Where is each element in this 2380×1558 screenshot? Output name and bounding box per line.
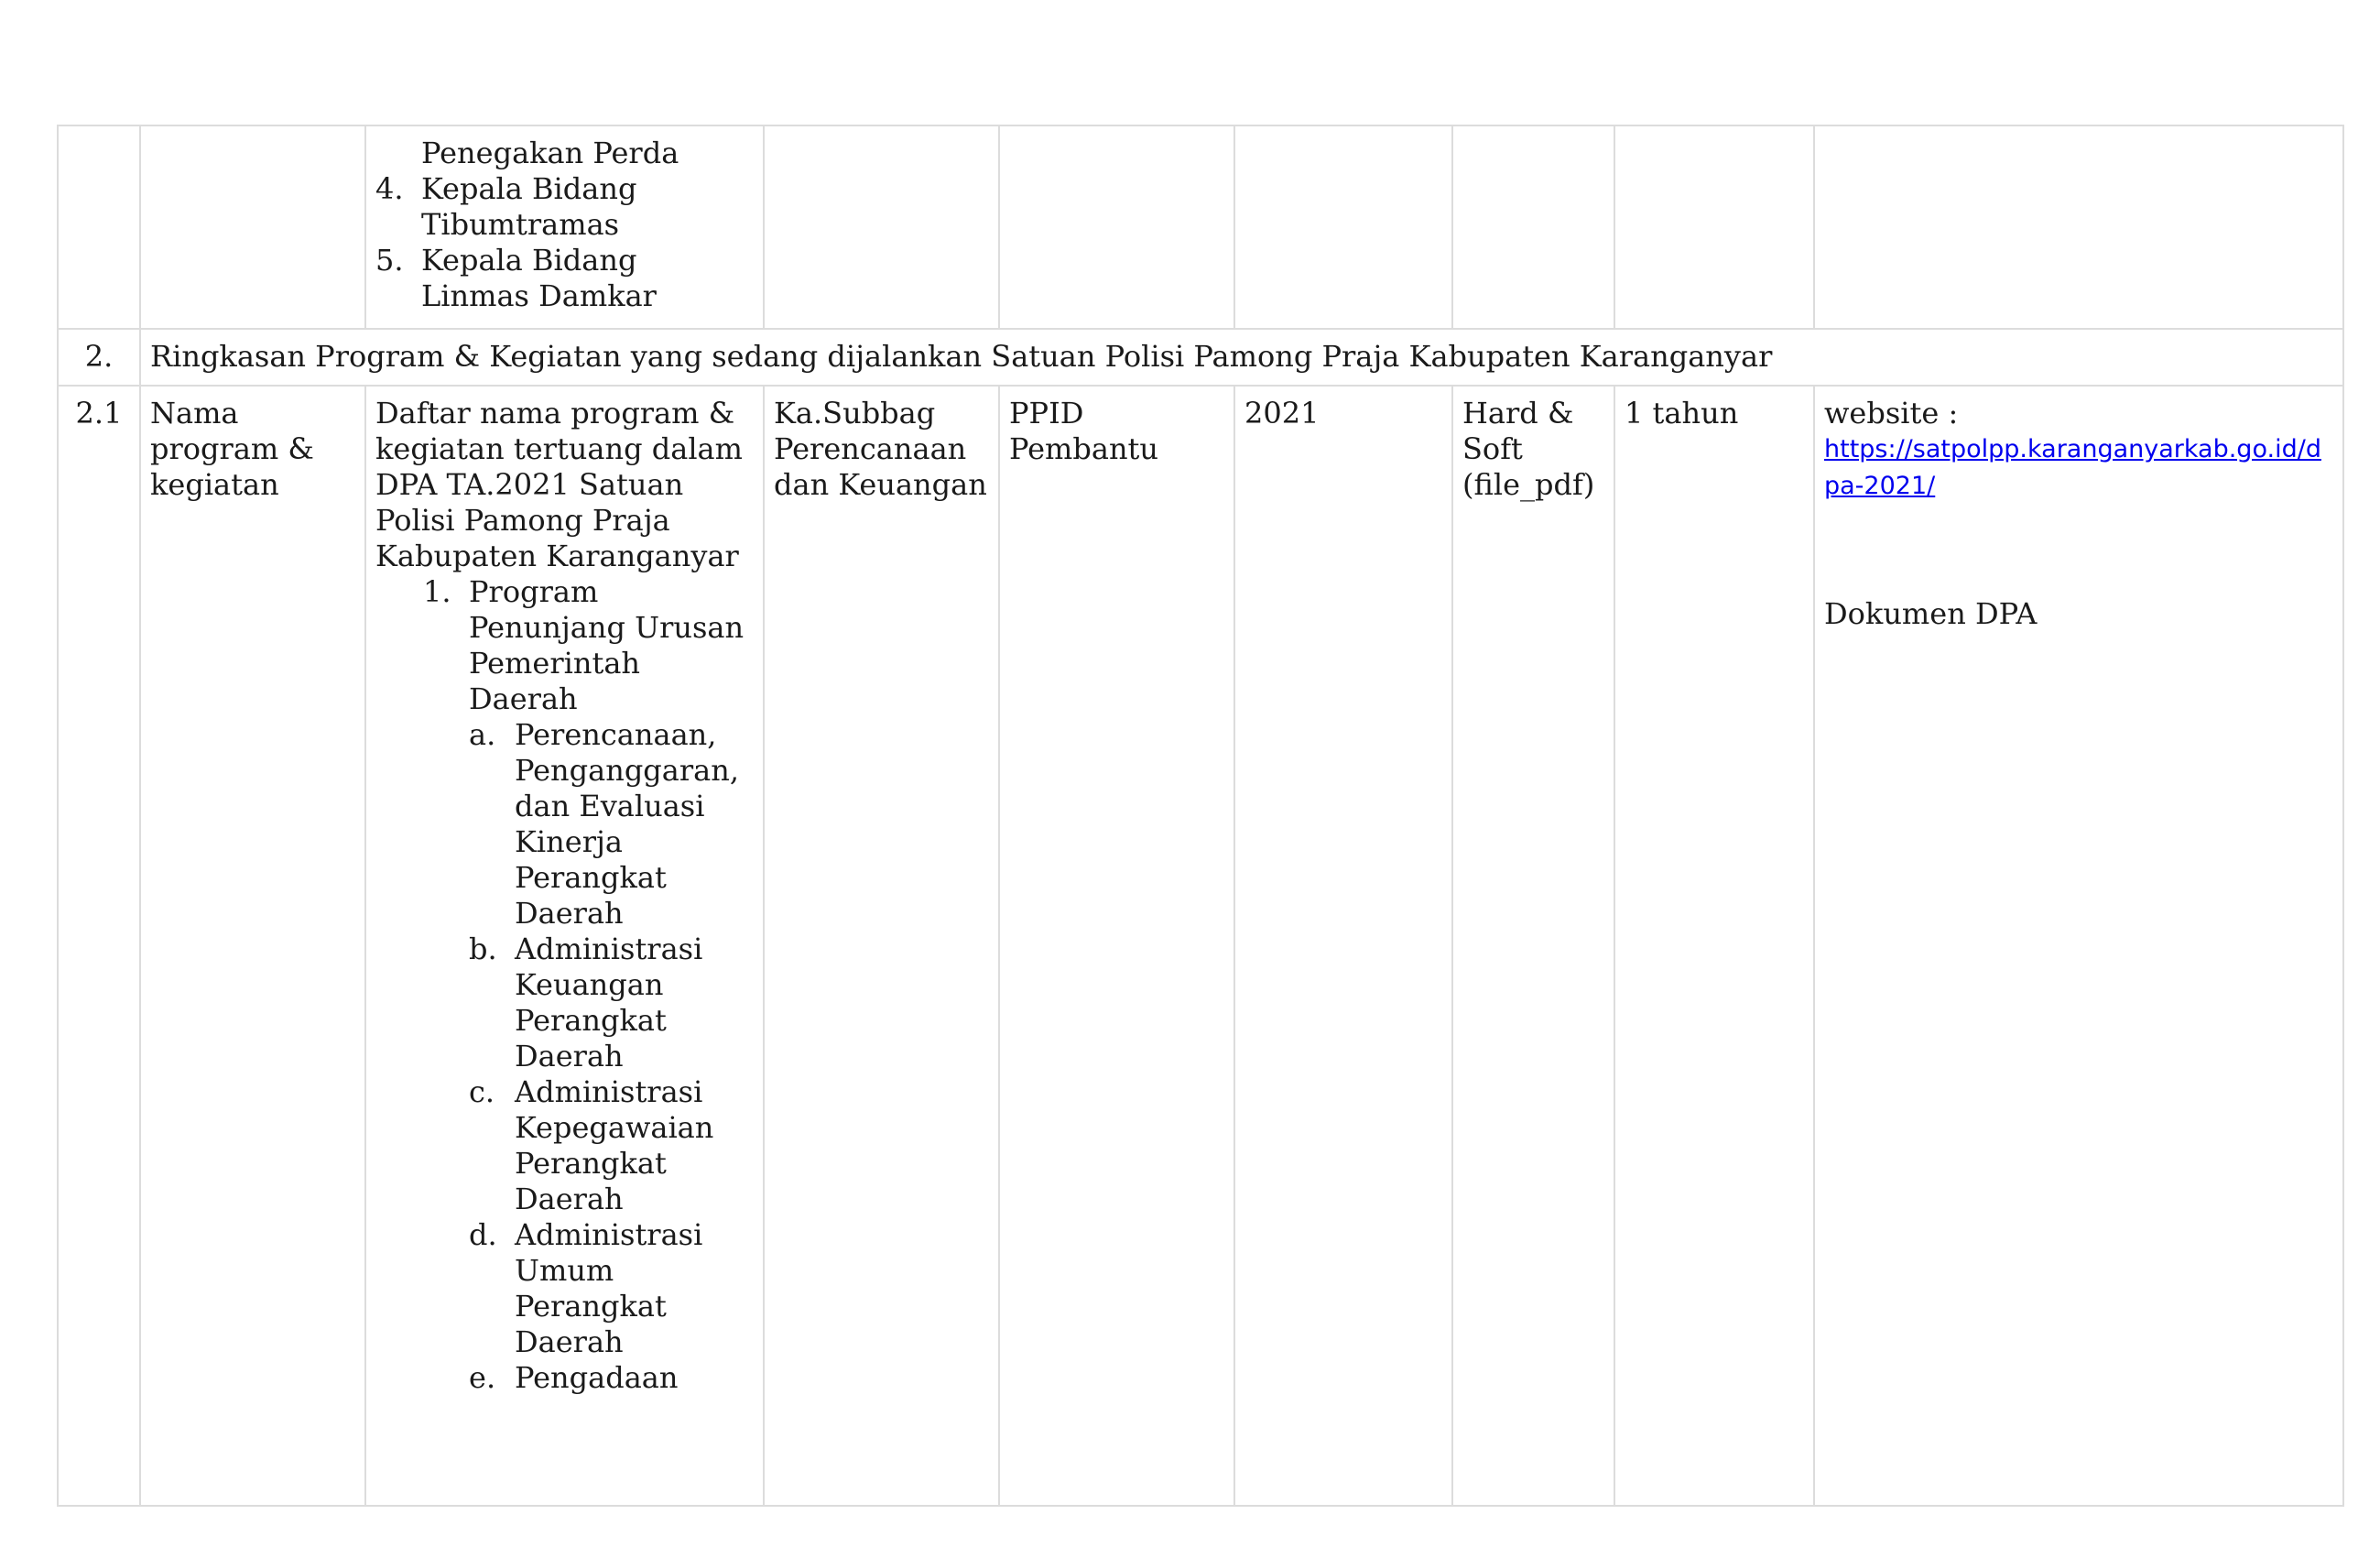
- retention-cell: 1 tahun: [1614, 386, 1814, 1506]
- cell-link: [1814, 125, 2343, 329]
- program-item: 1. Program Penunjang Urusan Pemerintah Daerah a. Perencanaan, Penganggaran, dan Evaluasi Kinerja Perangkat Daerah b. Administrasi Keuangan Perangkat Daerah c. Administrasi Kepegawaian Perangkat Daerah d. Administrasi Umum Perangkat Daerah e. Pengadaan: [423, 574, 754, 1396]
- info-type: Nama program & kegiatan: [140, 386, 365, 1506]
- format-cell: Hard & Soft (file_pdf): [1452, 386, 1614, 1506]
- table-row-2-1: [58, 386, 2343, 1506]
- cell-year: [1234, 125, 1452, 329]
- cell-summary: [365, 125, 764, 329]
- activity-list: [469, 717, 754, 1396]
- activity-item: d. Administrasi Umum Perangkat Daerah: [469, 1217, 703, 1359]
- row-number: 2.1: [58, 386, 140, 1506]
- official-list: [375, 136, 754, 314]
- information-table: [57, 125, 2344, 1507]
- list-item: 5. Kepala Bidang Linmas Damkar: [375, 243, 657, 313]
- summary-intro: Daftar nama program & kegiatan tertuang dalam DPA TA.2021 Satuan Polisi Pamong Praja Kabupaten Karanganyar: [375, 396, 743, 573]
- cell-info-type: [140, 125, 365, 329]
- cell-number: [58, 125, 140, 329]
- table-row-continuation: [58, 125, 2343, 329]
- officer-cell: PPID Pembantu: [999, 386, 1234, 1506]
- program-title: Program Penunjang Urusan Pemerintah Daerah: [469, 574, 744, 716]
- table-row-section: [58, 329, 2343, 386]
- document-name: Dokumen DPA: [1824, 596, 2038, 631]
- program-list: [423, 574, 754, 1396]
- activity-item: a. Perencanaan, Penganggaran, dan Evaluasi Kinerja Perangkat Daerah: [469, 717, 740, 931]
- cell-format: [1452, 125, 1614, 329]
- cell-officer: [999, 125, 1234, 329]
- responsible-cell: Ka.Subbag Perencanaan dan Keuangan: [764, 386, 999, 1506]
- activity-item: b. Administrasi Keuangan Perangkat Daerah: [469, 932, 703, 1073]
- section-title: Ringkasan Program & Kegiatan yang sedang dijalankan Satuan Polisi Pamong Praja Kabupaten Karanganyar: [140, 329, 2343, 386]
- cell-responsible: [764, 125, 999, 329]
- website-label: website :: [1824, 396, 1959, 430]
- cell-retention: [1614, 125, 1814, 329]
- list-item: 4. Kepala Bidang Tibumtramas: [375, 171, 637, 242]
- activity-item: e. Pengadaan: [469, 1360, 679, 1395]
- section-number: 2.: [58, 329, 140, 386]
- list-item: Penegakan Perda: [421, 136, 679, 170]
- link-cell: [1814, 386, 2343, 1506]
- activity-item: c. Administrasi Kepegawaian Perangkat Daerah: [469, 1074, 714, 1216]
- website-link[interactable]: https://satpolpp.karanganyarkab.go.id/dpa-2021/: [1824, 435, 2321, 500]
- year-cell: 2021: [1234, 386, 1452, 1506]
- summary-cell: [365, 386, 764, 1506]
